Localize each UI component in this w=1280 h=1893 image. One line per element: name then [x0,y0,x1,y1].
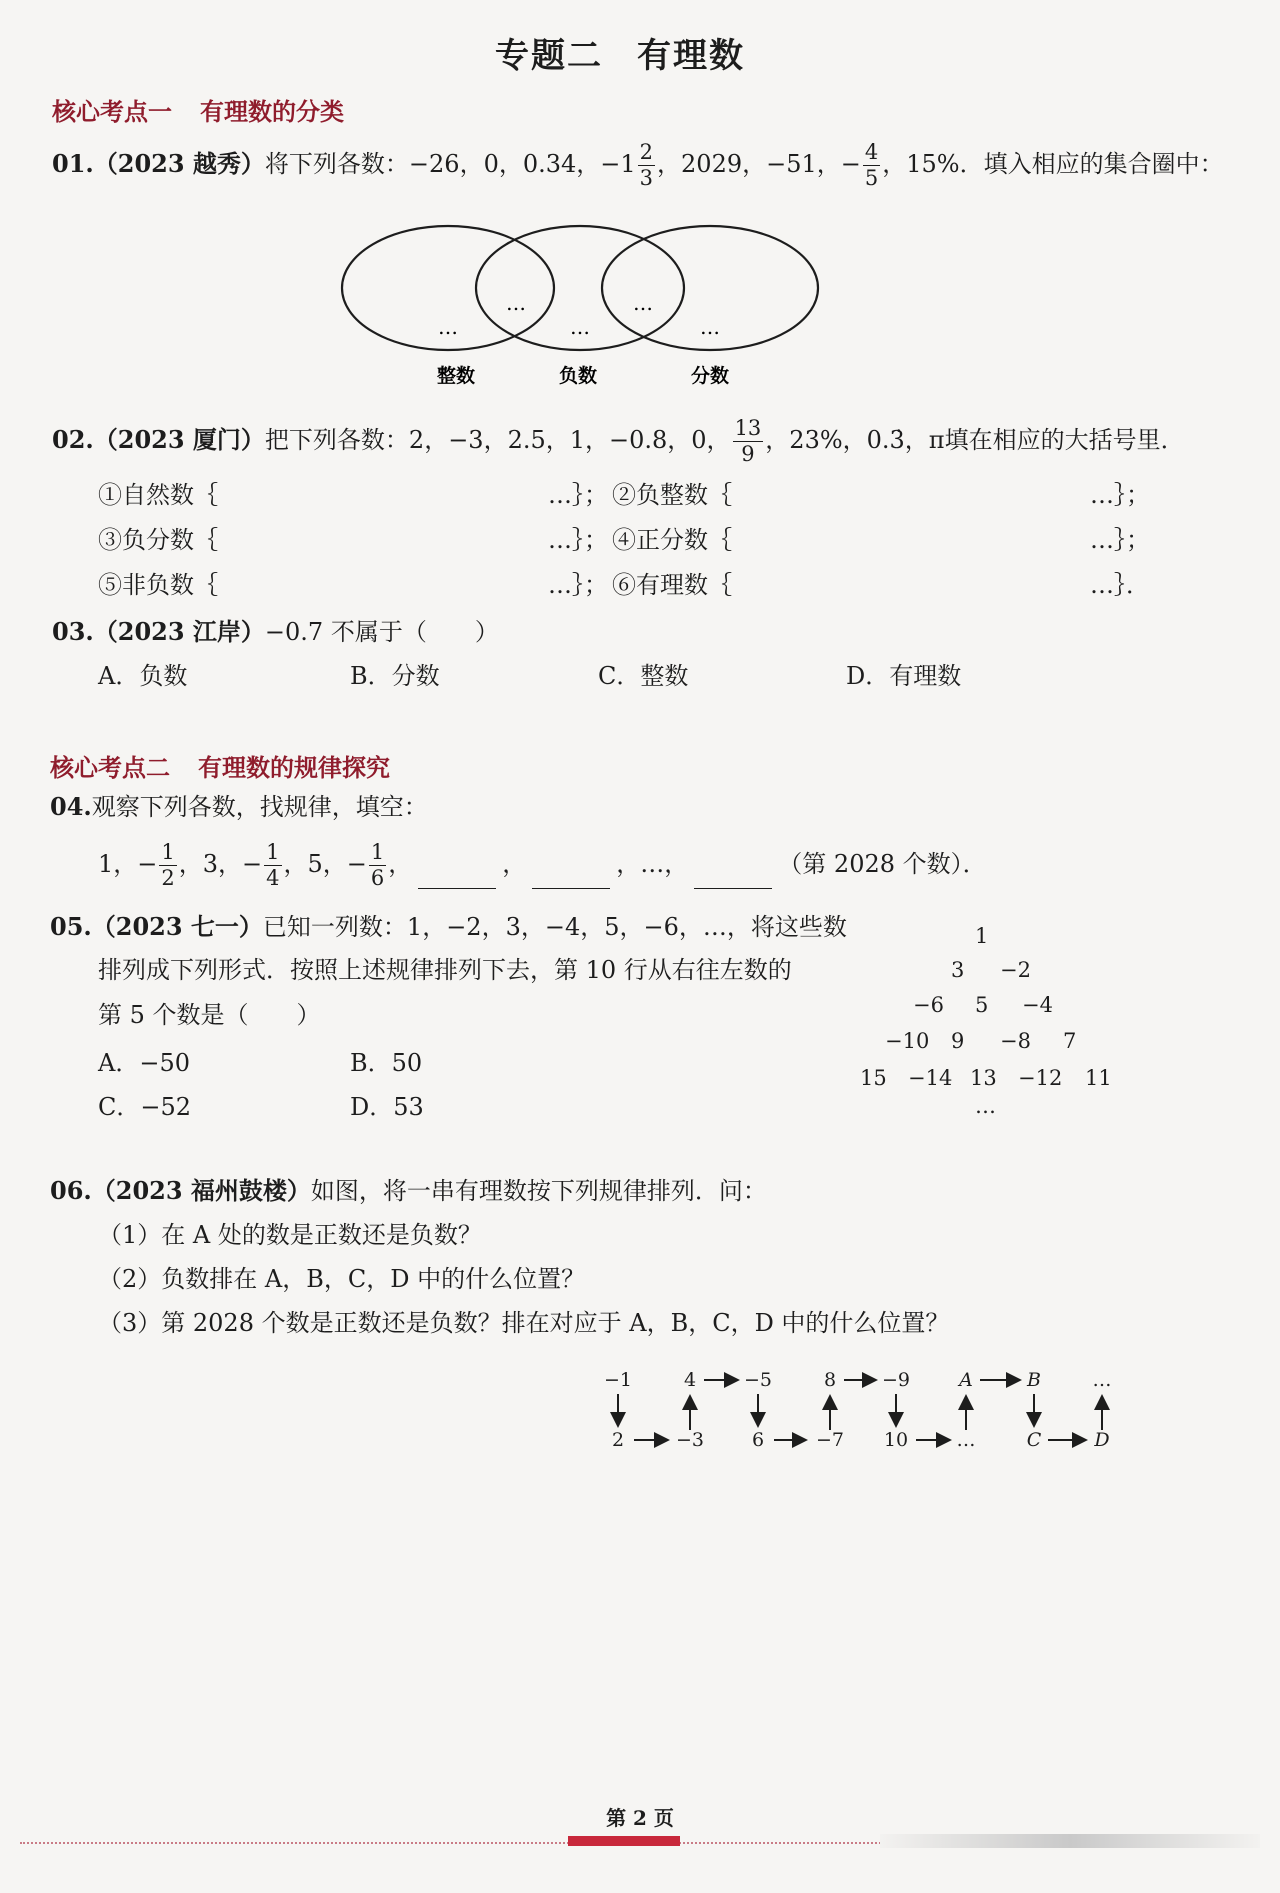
set-positive-fraction-end: …｝； [1090,526,1150,554]
label-negatives: 负数 [558,365,598,387]
fraction-1-4: $\frac{1}{4}$ [266,840,280,890]
blank-2[interactable] [532,868,610,889]
title-sub: 有理数 [637,36,745,76]
q03-option-c: C．整数 [598,662,689,690]
footer-shadow [880,1834,1260,1848]
cell-top-B: B [1027,1369,1041,1391]
cell-bottom-D: D [1094,1429,1110,1451]
cell-top-8: 8 [823,1369,837,1391]
cell-bottom-6: 6 [751,1429,765,1451]
cell-bottom-C: C [1026,1429,1042,1451]
dots-negatives: … [570,315,590,339]
set-natural: ①自然数｛ [98,481,218,509]
fraction-2-3: $\frac{2}{3}$ [639,140,654,190]
label-integers: 整数 [436,365,476,387]
cell-top-neg5: −5 [743,1369,773,1391]
set-negative-integer-end: …｝； [1090,481,1150,509]
section-heading-1: 核心考点一 有理数的分类 [52,97,344,126]
tri-r2-c2: −2 [1000,958,1031,982]
page-number: 第 2 页 [606,1806,674,1830]
set-non-negative-end: …｝； [548,571,608,599]
dots-overlap-1: … [506,291,526,315]
tri-r4-c4: 7 [1063,1029,1077,1053]
q06-sub-2: （2）负数排在 A，B，C，D 中的什么位置？ [98,1265,586,1293]
q05-option-b: B．50 [350,1049,423,1077]
set-positive-fraction: ④正分数｛ [612,526,732,554]
tri-r3-c2: 5 [975,993,989,1017]
tri-r6-dots: … [975,1094,996,1118]
tri-r3-c3: −4 [1022,993,1053,1017]
tri-r4-c1: −10 [885,1029,930,1053]
title-main: 专题二 [495,36,603,76]
cell-top-neg9: −9 [881,1369,911,1391]
cell-bottom-neg7: −7 [815,1429,845,1451]
question-04: 04.观察下列各数，找规律，填空： [50,792,428,821]
tri-r2-c1: 3 [951,958,965,982]
q05-option-a: A．−50 [98,1049,190,1077]
cell-top-neg1: −1 [603,1369,633,1391]
dots-overlap-2: … [633,291,653,315]
section-heading-2: 核心考点二 有理数的规律探究 [50,753,390,782]
set-negative-fraction-end: …｝； [548,526,608,554]
q06-sub-1: （1）在 A 处的数是正数还是负数？ [98,1221,482,1249]
q05-option-d: D．53 [350,1093,424,1121]
q05-line-2: 排列成下列形式．按照上述规律排列下去，第 10 行从右往左数的 [98,956,792,984]
venn-diagram [340,222,820,394]
arrow-pattern-diagram [598,1368,1128,1468]
cell-bottom-dots: … [956,1429,976,1451]
set-rational: ⑥有理数｛ [612,571,732,599]
tri-r5-c1: 15 [860,1066,887,1090]
set-rational-end: …｝． [1090,571,1150,599]
question-03: 03.（2023 江岸）−0.7 不属于（ ） [52,617,499,646]
footer-accent-bar [568,1836,680,1846]
q03-option-b: B．分数 [350,662,440,690]
q04-sequence: 1，− $\frac{1}{2}$ ，3，− $\frac{1}{4}$ ，5，− $\frac{1}{6}$ ， ， ，…， （第 2028 个数）． [98,840,987,890]
label-fractions: 分数 [690,365,730,387]
tri-r5-c5: 11 [1085,1066,1112,1090]
tri-r5-c2: −14 [908,1066,953,1090]
q05-line-3: 第 5 个数是（ ） [98,1001,321,1029]
fraction-13-9: $\frac{13}{9}$ [734,416,762,466]
cell-top-A: A [959,1369,973,1391]
dots-fractions: … [700,315,720,339]
q03-option-d: D．有理数 [846,662,962,690]
blank-1[interactable] [418,868,496,889]
cell-top-4: 4 [683,1369,697,1391]
q03-option-a: A．负数 [98,662,188,690]
blank-3[interactable] [694,868,772,889]
tri-r3-c1: −6 [913,993,944,1017]
tri-r4-c3: −8 [1000,1029,1031,1053]
tri-r4-c2: 9 [951,1029,965,1053]
fraction-4-5: $\frac{4}{5}$ [864,140,879,190]
cell-bottom-2: 2 [611,1429,625,1451]
dots-integers: … [438,315,458,339]
question-05: 05.（2023 七一）已知一列数：1，−2，3，−4，5，−6，…，将这些数 [50,912,847,941]
cell-bottom-10: 10 [883,1429,909,1451]
set-non-negative: ⑤非负数｛ [98,571,218,599]
q06-sub-3: （3）第 2028 个数是正数还是负数？排在对应于 A，B，C，D 中的什么位置？ [98,1309,950,1337]
tri-r1-c1: 1 [975,924,989,948]
set-negative-fraction: ③负分数｛ [98,526,218,554]
question-01: 01.（2023 越秀）将下列各数：−26，0，0.34，−1 $\frac{2}{3}$ ，2029，−51，− $\frac{4}{5}$ ，15%．填入相应的集合圈中： [52,140,1224,190]
fraction-1-6: $\frac{1}{6}$ [370,840,385,890]
tri-r5-c4: −12 [1018,1066,1063,1090]
set-negative-integer: ②负整数｛ [612,481,732,509]
tri-r5-c3: 13 [970,1066,997,1090]
set-natural-end: …｝； [548,481,608,509]
question-06: 06.（2023 福州鼓楼）如图，将一串有理数按下列规律排列．问： [50,1176,767,1205]
page-title [0,28,1240,77]
question-02: 02.（2023 厦门）把下列各数：2，−3，2.5，1，−0.8，0， $\frac{13}{9}$ ，23%，0.3̇，π填在相应的大括号里． [52,416,1185,466]
fraction-1-2: $\frac{1}{2}$ [161,840,175,890]
cell-top-dots: … [1092,1369,1112,1391]
q05-option-c: C．−52 [98,1093,192,1121]
cell-bottom-neg3: −3 [675,1429,705,1451]
